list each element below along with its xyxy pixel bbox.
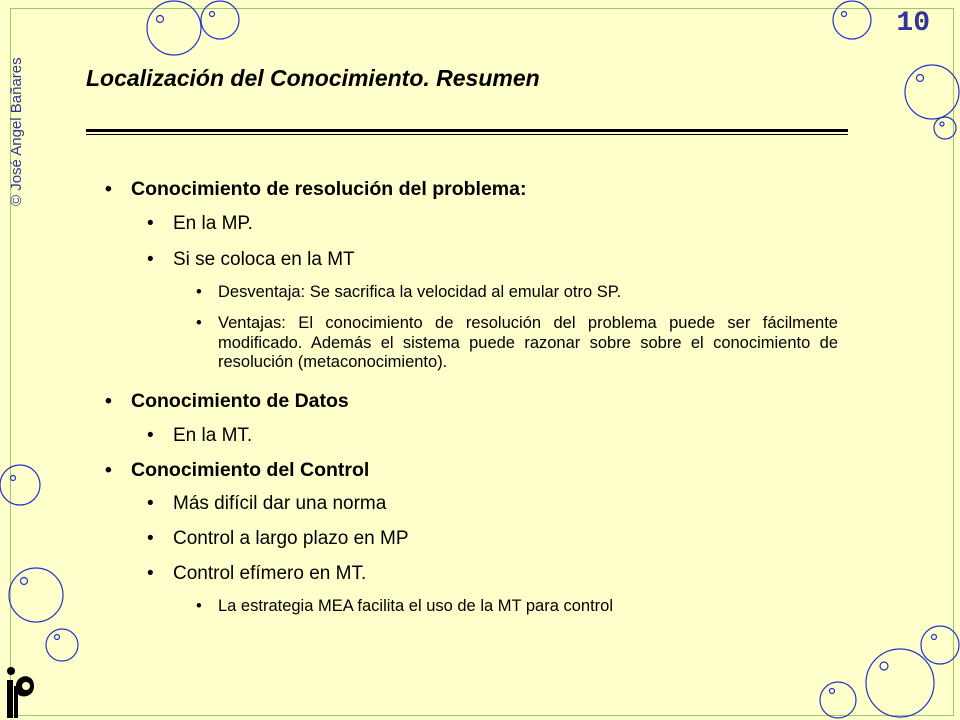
bullet-level2: • Si se coloca en la MT	[147, 249, 355, 270]
bullet-level1: • Conocimiento de Datos	[105, 390, 349, 412]
copyright-text: © José Angel Bañares	[8, 57, 25, 206]
bullet-level2: • Más difícil dar una norma	[147, 493, 387, 514]
slide-number: 10	[896, 8, 930, 39]
bullet-level3: • La estrategia MEA facilita el uso de la MT para control	[196, 597, 613, 615]
bullet-level1: • Conocimiento de resolución del problema:	[105, 178, 527, 200]
slide-title: Localización del Conocimiento. Resumen	[86, 65, 540, 91]
bullet-level2: • En la MP.	[147, 213, 253, 234]
university-logo-icon	[4, 664, 40, 720]
bullet-level3: • Ventajas: El conocimiento de resolución del problema puede ser fácilmente modificado. Además el sistema puede razonar sobre sobre el conocimiento de resolución (metaconocimiento).	[196, 314, 838, 371]
bullet-level2: • Control a largo plazo en MP	[147, 528, 409, 549]
bullet-level2: • En la MT.	[147, 425, 253, 446]
bullet-level3: • Desventaja: Se sacrifica la velocidad al emular otro SP.	[196, 283, 622, 301]
bullet-level1: • Conocimiento del Control	[105, 459, 370, 481]
bullet-level2: • Control efímero en MT.	[147, 563, 367, 584]
